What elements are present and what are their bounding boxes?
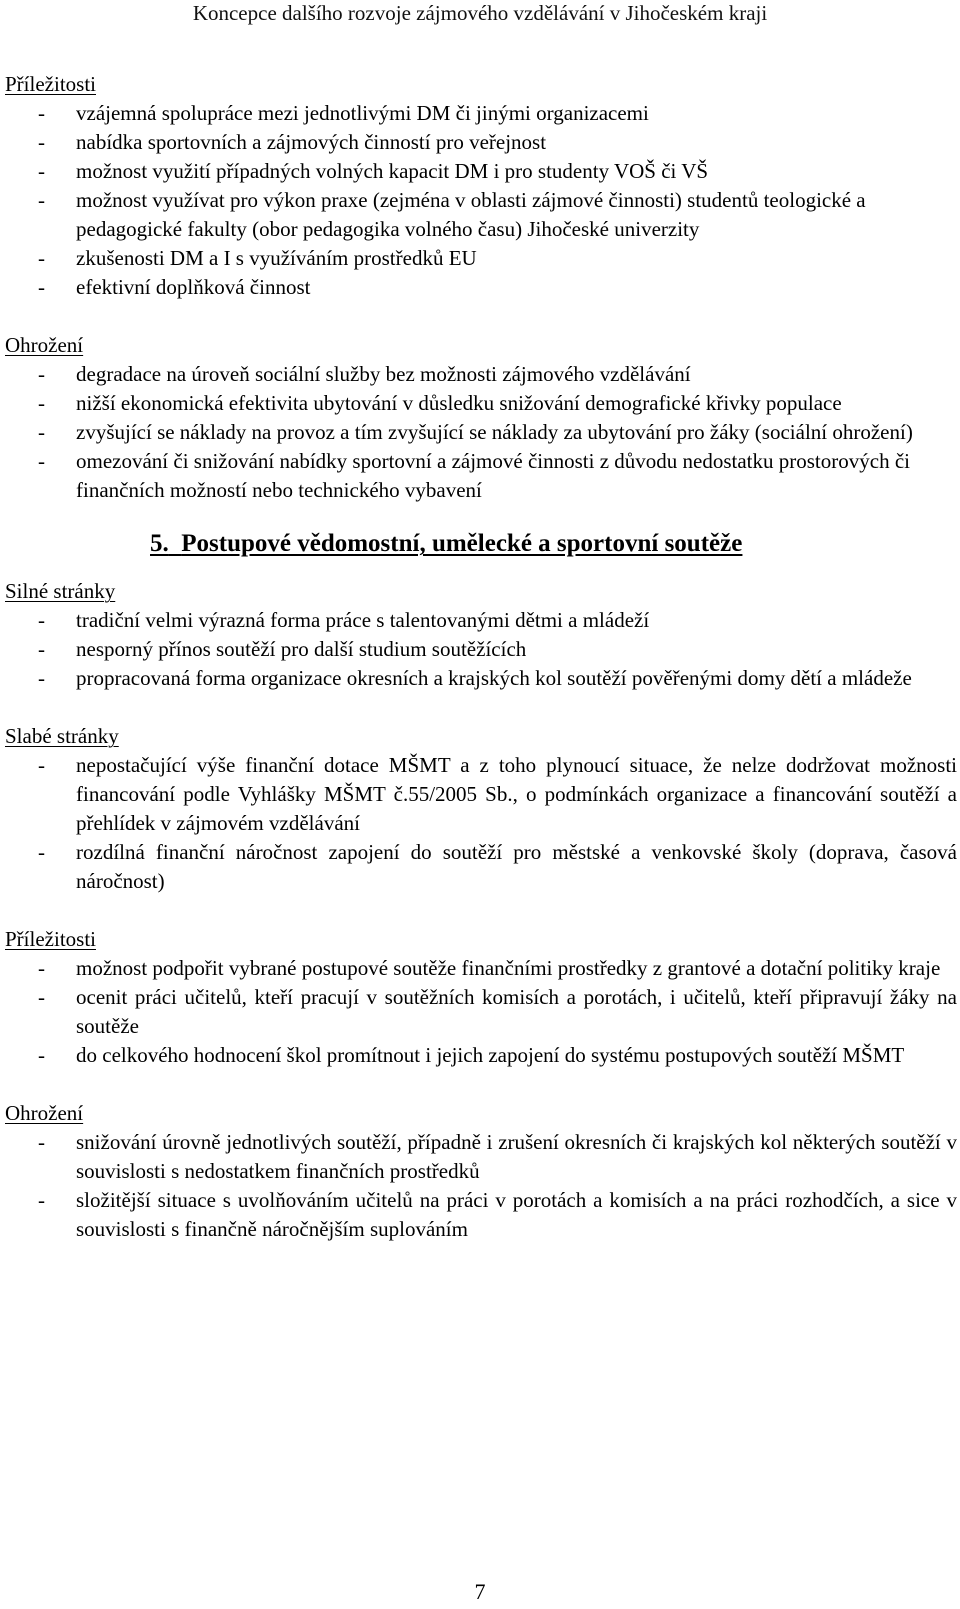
chapter-number: 5.: [150, 530, 169, 557]
list-item: - možnost využívat pro výkon praxe (zejména v oblasti zájmové činnosti) studentů teologické a pedagogické fakulty (obor pedagogika volného času) Jihočeské univerzity: [5, 186, 957, 244]
list-item: - složitější situace s uvolňováním učitelů na práci v porotách a komisích a na práci rozhodčích, a sice v souvislosti s finančně náročnějším suplováním: [5, 1186, 957, 1244]
list-item: - nesporný přínos soutěží pro další studium soutěžících: [5, 635, 957, 664]
page-content: [5, 70, 957, 1244]
threats-list: [5, 360, 957, 505]
list-item: - ocenit práci učitelů, kteří pracují v soutěžních komisích a porotách, i učitelů, kteří připravují žáky na soutěže: [5, 983, 957, 1041]
list-item: - možnost využití případných volných kapacit DM i pro studenty VOŠ či VŠ: [5, 157, 957, 186]
list-item: - zkušenosti DM a I s využíváním prostředků EU: [5, 244, 957, 273]
section-label-slabe-stranky: Slabé stránky: [5, 724, 119, 748]
list-item: - snižování úrovně jednotlivých soutěží, případně i zrušení okresních či krajských kol některých soutěží v souvislosti s nedostatkem finančních prostředků: [5, 1128, 957, 1186]
weaknesses-list: [5, 751, 957, 896]
list-item: - možnost podpořit vybrané postupové soutěže finančními prostředky z grantové a dotační politiky kraje: [5, 954, 957, 983]
list-item: - vzájemná spolupráce mezi jednotlivými DM či jinými organizacemi: [5, 99, 957, 128]
opportunities-list-2: [5, 954, 957, 1070]
opportunities-list: [5, 99, 957, 302]
page-number: 7: [474, 1579, 486, 1604]
chapter-title: Postupové vědomostní, umělecké a sportovní soutěže: [181, 530, 743, 557]
list-item: - do celkového hodnocení škol promítnout i jejich zapojení do systému postupových soutěží MŠMT: [5, 1041, 957, 1070]
list-item: - nabídka sportovních a zájmových činností pro veřejnost: [5, 128, 957, 157]
list-item: - omezování či snižování nabídky sportovní a zájmové činnosti z důvodu nedostatku prostorových či finančních možností nebo technického vybavení: [5, 447, 957, 505]
list-item: - nepostačující výše finanční dotace MŠMT a z toho plynoucí situace, že nelze dodržovat možnosti financování podle Vyhlášky MŠMT č.55/2005 Sb., o podmínkách organizace a financování soutěží a přehlídek v zájmovém vzdělávání: [5, 751, 957, 838]
list-item: - rozdílná finanční náročnost zapojení do soutěží pro městské a venkovské školy (doprava, časová náročnost): [5, 838, 957, 896]
threats-list-2: [5, 1128, 957, 1244]
list-item: - propracovaná forma organizace okresních a krajských kol soutěží pověřenými domy dětí a mládeže: [5, 664, 957, 693]
list-item: - degradace na úroveň sociální služby bez možnosti zájmového vzdělávání: [5, 360, 957, 389]
running-header: Koncepce dalšího rozvoje zájmového vzdělávání v Jihočeském kraji: [192, 1, 768, 25]
list-item: - tradiční velmi výrazná forma práce s talentovanými dětmi a mládeží: [5, 606, 957, 635]
chapter-heading-text: [150, 530, 742, 557]
list-item: - efektivní doplňková činnost: [5, 273, 957, 302]
chapter-heading: [5, 529, 957, 559]
strengths-list: [5, 606, 957, 693]
section-label-silne-stranky: Silné stránky: [5, 579, 116, 603]
list-item: - nižší ekonomická efektivita ubytování v důsledku snižování demografické křivky populace: [5, 389, 957, 418]
section-label-ohrozeni: Ohrožení: [5, 333, 84, 357]
section-label-prilezitosti: Příležitosti: [5, 72, 96, 96]
section-label-ohrozeni-2: Ohrožení: [5, 1101, 84, 1125]
list-item: - zvyšující se náklady na provoz a tím zvyšující se náklady za ubytování pro žáky (sociální ohrožení): [5, 418, 957, 447]
section-label-prilezitosti-2: Příležitosti: [5, 927, 96, 951]
